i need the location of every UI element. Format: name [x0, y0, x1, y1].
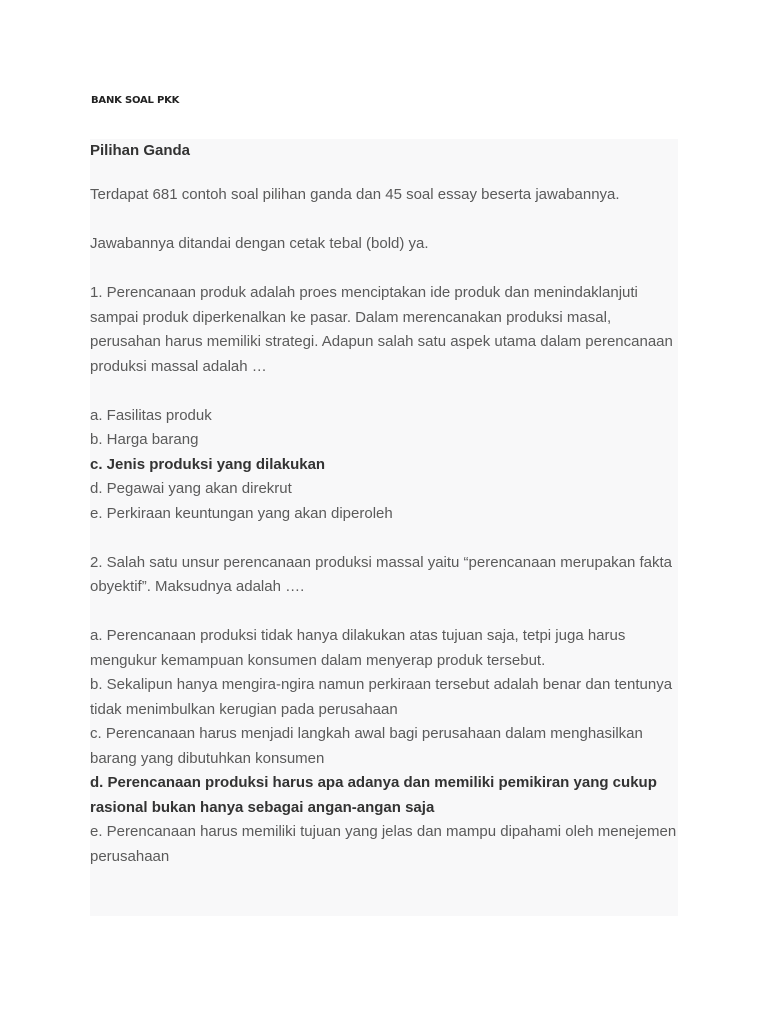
question-2-option-d-answer: d. Perencanaan produksi harus apa adanya dan memiliki pemikiran yang cukup rasional bukan hanya sebagai angan-angan saja	[90, 774, 657, 816]
section-heading: Pilihan Ganda	[90, 142, 191, 159]
question-2-option-b: b. Sekalipun hanya mengira-ngira namun perkiraan tersebut adalah benar dan tentunya tidak menimbulkan kerugian pada perusahaan	[90, 676, 673, 718]
question-1-option-c-answer: c. Jenis produksi yang dilakukan	[90, 455, 326, 473]
document-title: BANK SOAL PKK	[91, 95, 180, 106]
question-1-option-d: d. Pegawai yang akan direkrut	[90, 480, 292, 497]
question-1-option-b: b. Harga barang	[90, 431, 199, 448]
question-2-option-a: a. Perencanaan produksi tidak hanya dilakukan atas tujuan saja, tetpi juga harus mengukur kemampuan konsumen dalam menyerap produk tersebut.	[90, 627, 626, 669]
question-1-option-e: e. Perkiraan keuntungan yang akan diperoleh	[90, 504, 393, 522]
question-2-option-c: c. Perencanaan harus menjadi langkah awal bagi perusahaan dalam menghasilkan barang yang dibutuhkan konsumen	[90, 725, 643, 767]
article-body	[90, 183, 682, 869]
content-box	[90, 139, 678, 916]
question-2-option-e: e. Perencanaan harus memiliki tujuan yang jelas dan mampu dipahami oleh menejemen perusahaan	[90, 823, 677, 865]
question-1-option-a: a. Fasilitas produk	[90, 406, 212, 424]
question-1-text: 1. Perencanaan produk adalah proes menciptakan ide produk dan menindaklanjuti sampai produk diperkenalkan ke pasar. Dalam merencanakan produksi masal, perusahan harus memiliki strategi. Adapun salah satu aspek utama dalam perencanaan produksi massal adalah …	[90, 284, 673, 375]
intro-paragraph: Terdapat 681 contoh soal pilihan ganda dan 45 soal essay beserta jawabannya.	[90, 186, 620, 203]
intro-note-paragraph: Jawabannya ditandai dengan cetak tebal (bold) ya.	[90, 235, 429, 252]
question-2-text: 2. Salah satu unsur perencanaan produksi massal yaitu “perencanaan merupakan fakta obyektif”. Maksudnya adalah ….	[90, 553, 673, 595]
